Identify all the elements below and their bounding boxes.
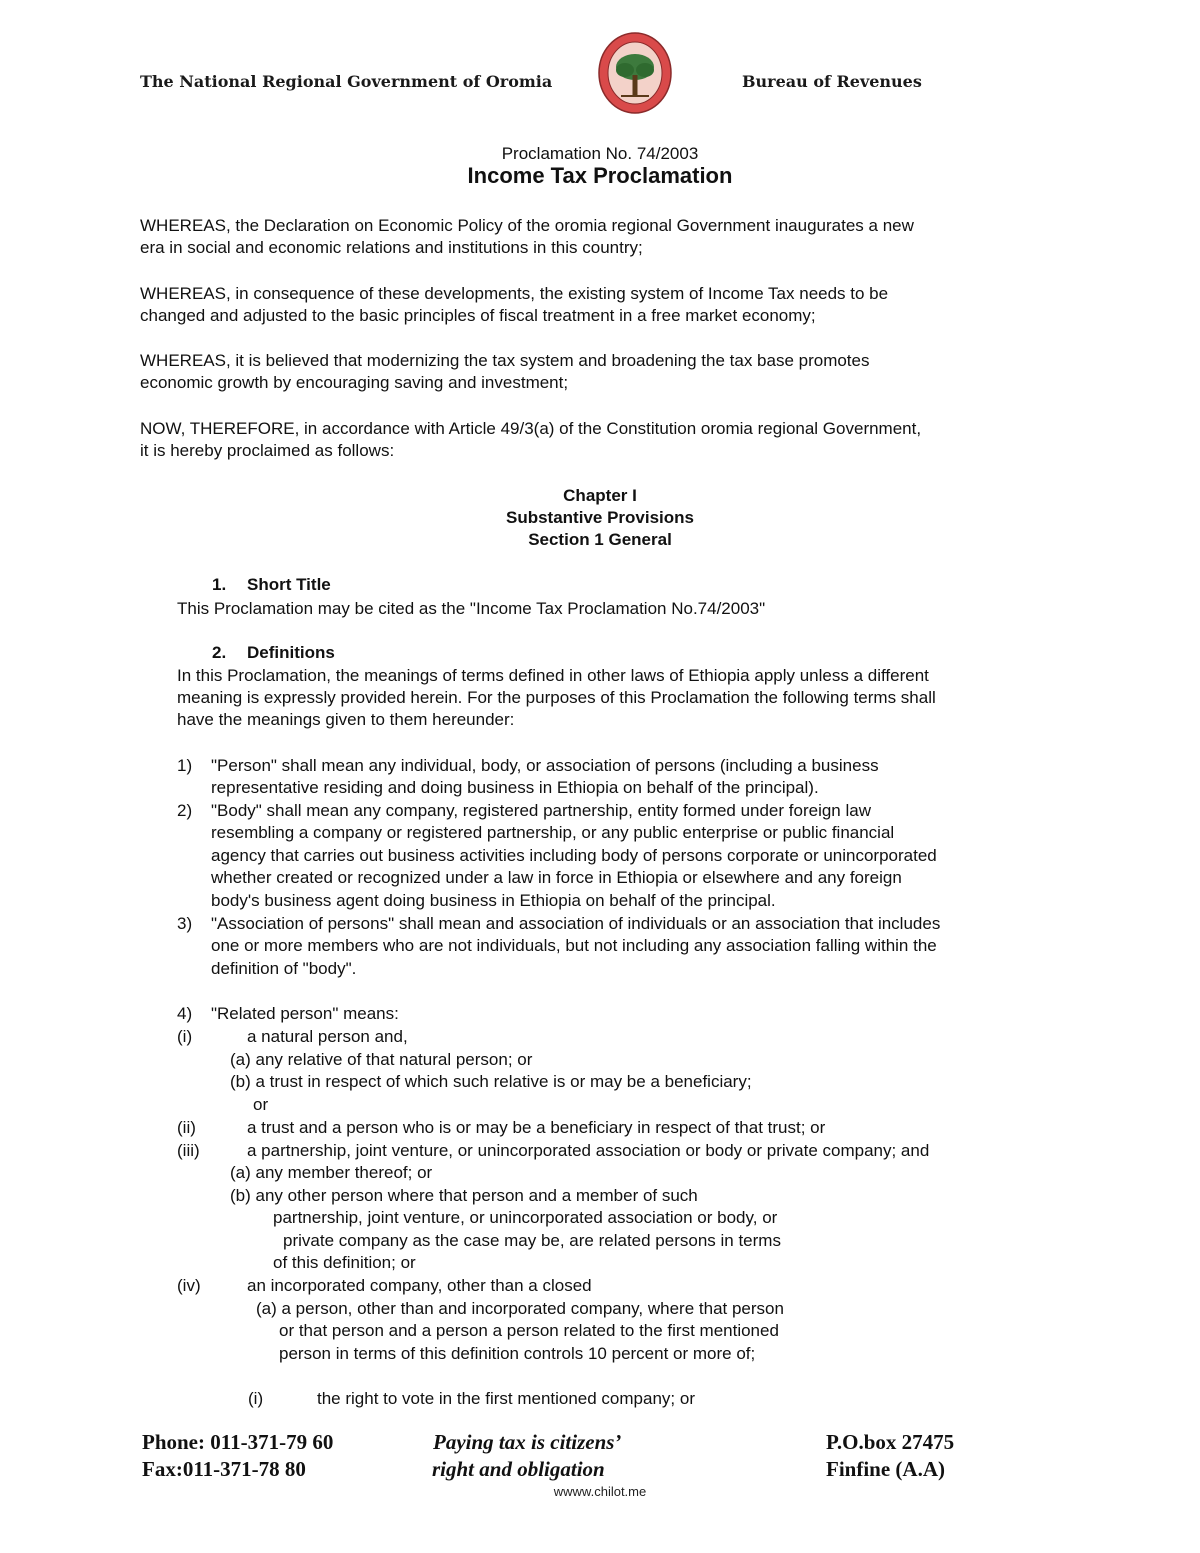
related-person-text: a trust and a person who is or may be a beneficiary in respect of that trust; or — [247, 1118, 826, 1137]
footer-city: Finfine (A.A) — [826, 1457, 945, 1481]
preamble-line: era in social and economic relations and institutions in this country; — [140, 238, 643, 257]
related-person-label: (i) — [177, 1027, 193, 1046]
related-person-text: a partnership, joint venture, or unincorporated association or body or private company; and — [247, 1141, 930, 1160]
related-person-text: (a) a person, other than and incorporated company, where that person — [256, 1299, 784, 1318]
preamble-line: WHEREAS, it is believed that modernizing the tax system and broadening the tax base promotes — [140, 351, 870, 370]
related-person-text: of this definition; or — [273, 1253, 416, 1272]
article-number: 1. — [212, 575, 227, 594]
article-text: In this Proclamation, the meanings of terms defined in other laws of Ethiopia apply unless a different — [177, 666, 929, 685]
preamble-line: NOW, THEREFORE, in accordance with Article 49/3(a) of the Constitution oromia regional Government, — [140, 419, 922, 438]
article-text: meaning is expressly provided herein. For the purposes of this Proclamation the following terms shall — [177, 688, 936, 707]
preamble-line: changed and adjusted to the basic principles of fiscal treatment in a free market economy; — [140, 306, 816, 325]
definition-text: agency that carries out business activities including body of persons corporate or unincorporated — [211, 846, 937, 865]
article-title: Short Title — [247, 575, 331, 594]
chapter-heading: Chapter I — [563, 486, 637, 505]
footer-phone: Phone: 011-371-79 60 — [142, 1430, 334, 1454]
related-person-text: partnership, joint venture, or unincorporated association or body, or — [273, 1208, 778, 1227]
related-person-text: a natural person and, — [247, 1027, 408, 1046]
definition-number: 2) — [177, 801, 193, 820]
footer-fax: Fax:011-371-78 80 — [142, 1457, 306, 1481]
related-person-label: (ii) — [177, 1118, 196, 1137]
definition-text: representative residing and doing business in Ethiopia on behalf of the principal). — [211, 778, 819, 797]
header-government-name: The National Regional Government of Oromia — [140, 72, 553, 91]
definition-text: "Person" shall mean any individual, body, or association of persons (including a business — [211, 756, 879, 775]
preamble-line: WHEREAS, the Declaration on Economic Policy of the oromia regional Government inaugurates a new — [140, 216, 914, 235]
preamble-line: WHEREAS, in consequence of these developments, the existing system of Income Tax needs to be — [140, 284, 889, 303]
preamble-line: it is hereby proclaimed as follows: — [140, 441, 395, 460]
article-text: have the meanings given to them hereunder: — [177, 710, 515, 729]
proclamation-number: Proclamation No. 74/2003 — [501, 144, 699, 163]
related-person-label: (i) — [248, 1389, 264, 1408]
header-bureau-name: Bureau of Revenues — [742, 72, 922, 91]
related-person-text: (a) any member thereof; or — [230, 1163, 433, 1182]
footer-pobox: P.O.box 27475 — [826, 1430, 955, 1454]
article-title: Definitions — [247, 643, 335, 662]
definition-text: "Related person" means: — [211, 1004, 399, 1023]
related-person-text: (a) any relative of that natural person; or — [230, 1050, 533, 1069]
related-person-text: the right to vote in the first mentioned company; or — [317, 1389, 695, 1408]
definition-number: 4) — [177, 1004, 193, 1023]
related-person-text: or that person and a person a person related to the first mentioned — [279, 1321, 779, 1340]
article-number: 2. — [212, 643, 227, 662]
definition-text: resembling a company or registered partnership, or any public enterprise or public financial — [211, 823, 895, 842]
related-person-text: (b) any other person where that person and a member of such — [230, 1186, 698, 1205]
chapter-subtitle: Substantive Provisions — [506, 508, 694, 527]
footer-website-link[interactable]: wwww.chilot.me — [553, 1484, 647, 1499]
related-person-label: (iv) — [177, 1276, 201, 1295]
footer-slogan-line-2: right and obligation — [432, 1457, 605, 1481]
related-person-text: (b) a trust in respect of which such relative is or may be a beneficiary; — [230, 1072, 752, 1091]
footer-slogan-line-1: Paying tax is citizens’ — [433, 1430, 622, 1454]
related-person-text: or — [253, 1095, 269, 1114]
definition-number: 3) — [177, 914, 193, 933]
definition-text: whether created or recognized under a law in force in Ethiopia or elsewhere and any foreign — [211, 868, 902, 887]
related-person-text: person in terms of this definition controls 10 percent or more of; — [279, 1344, 756, 1363]
related-person-text: private company as the case may be, are related persons in terms — [283, 1231, 781, 1250]
oromia-emblem-icon — [597, 31, 673, 115]
definition-text: "Association of persons" shall mean and association of individuals or an association that includes — [211, 914, 941, 933]
section-heading: Section 1 General — [528, 530, 672, 549]
definition-text: one or more members who are not individuals, but not including any association falling within the — [211, 936, 937, 955]
definition-text: body's business agent doing business in Ethiopia on behalf of the principal. — [211, 891, 776, 910]
definition-text: "Body" shall mean any company, registered partnership, entity formed under foreign law — [211, 801, 871, 820]
article-text: This Proclamation may be cited as the "Income Tax Proclamation No.74/2003" — [177, 599, 766, 618]
preamble-line: economic growth by encouraging saving and investment; — [140, 373, 569, 392]
related-person-text: an incorporated company, other than a closed — [247, 1276, 592, 1295]
document-title: Income Tax Proclamation — [467, 163, 733, 188]
definition-number: 1) — [177, 756, 193, 775]
related-person-label: (iii) — [177, 1141, 200, 1160]
definition-text: definition of "body". — [211, 959, 357, 978]
